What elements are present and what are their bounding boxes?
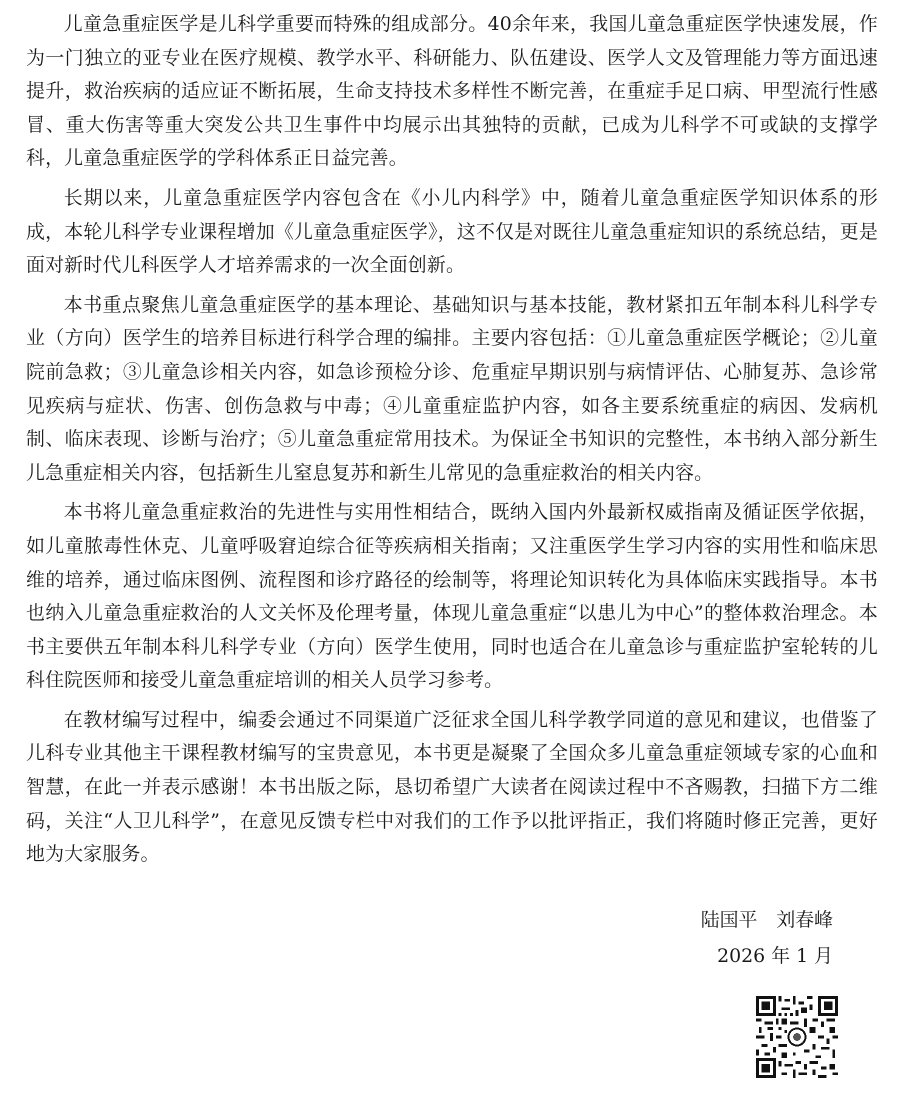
preface-paragraph-1: 儿童急重症医学是儿科学重要而特殊的组成部分。40余年来，我国儿童急重症医学快速发展，作为一门独立的亚专业在医疗规模、教学水平、科研能力、队伍建设、医学人文及管理能力等方面迅速提升，救治疾病的适应证不断拓展，生命支持技术多样性不断完善，在重症手足口病、甲型流行性感冒、重大伤害等重大突发公共卫生事件中均展示出其独特的贡献，已成为儿科学不可或缺的支撑学科，儿童急重症医学的学科体系正日益完善。: [26, 13, 878, 170]
preface-body: [26, 8, 878, 878]
qr-code-icon[interactable]: [756, 996, 838, 1078]
preface-paragraph-4: 本书将儿童急重症救治的先进性与实用性相结合，既纳入国内外最新权威指南及循证医学依据，如儿童脓毒性休克、儿童呼吸窘迫综合征等疾病相关指南；又注重医学生学习内容的实用性和临床思维的培养，通过临床图例、流程图和诊疗路径的绘制等，将理论知识转化为具体临床实践指导。本书也纳入儿童急重症救治的人文关怀及伦理考量，体现儿童急重症“以患儿为中心”的整体救治理念。本书主要供五年制本科儿科学专业（方向）医学生使用，同时也适合在儿童急诊与重症监护室轮转的儿科住院医师和接受儿童急重症培训的相关人员学习参考。: [26, 501, 878, 692]
preface-paragraph-5: 在教材编写过程中，编委会通过不同渠道广泛征求全国儿科学教学同道的意见和建议，也借鉴了儿科专业其他主干课程教材编写的宝贵意见，本书更是凝聚了全国众多儿童急重症领域专家的心血和智慧，在此一并表示感谢！本书出版之际，恳切希望广大读者在阅读过程中不吝赐教，扫描下方二维码，关注“人卫儿科学”，在意见反馈专栏中对我们的工作予以批评指正，我们将随时修正完善，更好地为大家服务。: [26, 708, 878, 866]
author-names: 陆国平 刘春峰: [700, 909, 833, 931]
preface-paragraph-3: 本书重点聚焦儿童急重症医学的基本理论、基础知识与基本技能，教材紧扣五年制本科儿科学专业（方向）医学生的培养目标进行科学合理的编排。主要内容包括：①儿童急重症医学概论；②儿童院前急救；③儿童急诊相关内容，如急诊预检分诊、危重症早期识别与病情评估、心肺复苏、急诊常见疾病与症状、伤害、创伤急救与中毒；④儿童重症监护内容，如各主要系统重症的病因、发病机制、临床表现、诊断与治疗；⑤儿童急重症常用技术。为保证全书知识的完整性，本书纳入部分新生儿急重症相关内容，包括新生儿窒息复苏和新生儿常见的急重症救治的相关内容。: [26, 293, 878, 484]
preface-date: 2026 年 1 月: [717, 945, 833, 967]
signature-block: [701, 902, 833, 974]
preface-paragraph-2: 长期以来，儿童急重症医学内容包含在《小儿内科学》中，随着儿童急重症医学知识体系的形成，本轮儿科学专业课程增加《儿童急重症医学》，这不仅是对既往儿童急重症知识的系统总结，更是面对新时代儿科医学人才培养需求的一次全面创新。: [26, 186, 878, 277]
